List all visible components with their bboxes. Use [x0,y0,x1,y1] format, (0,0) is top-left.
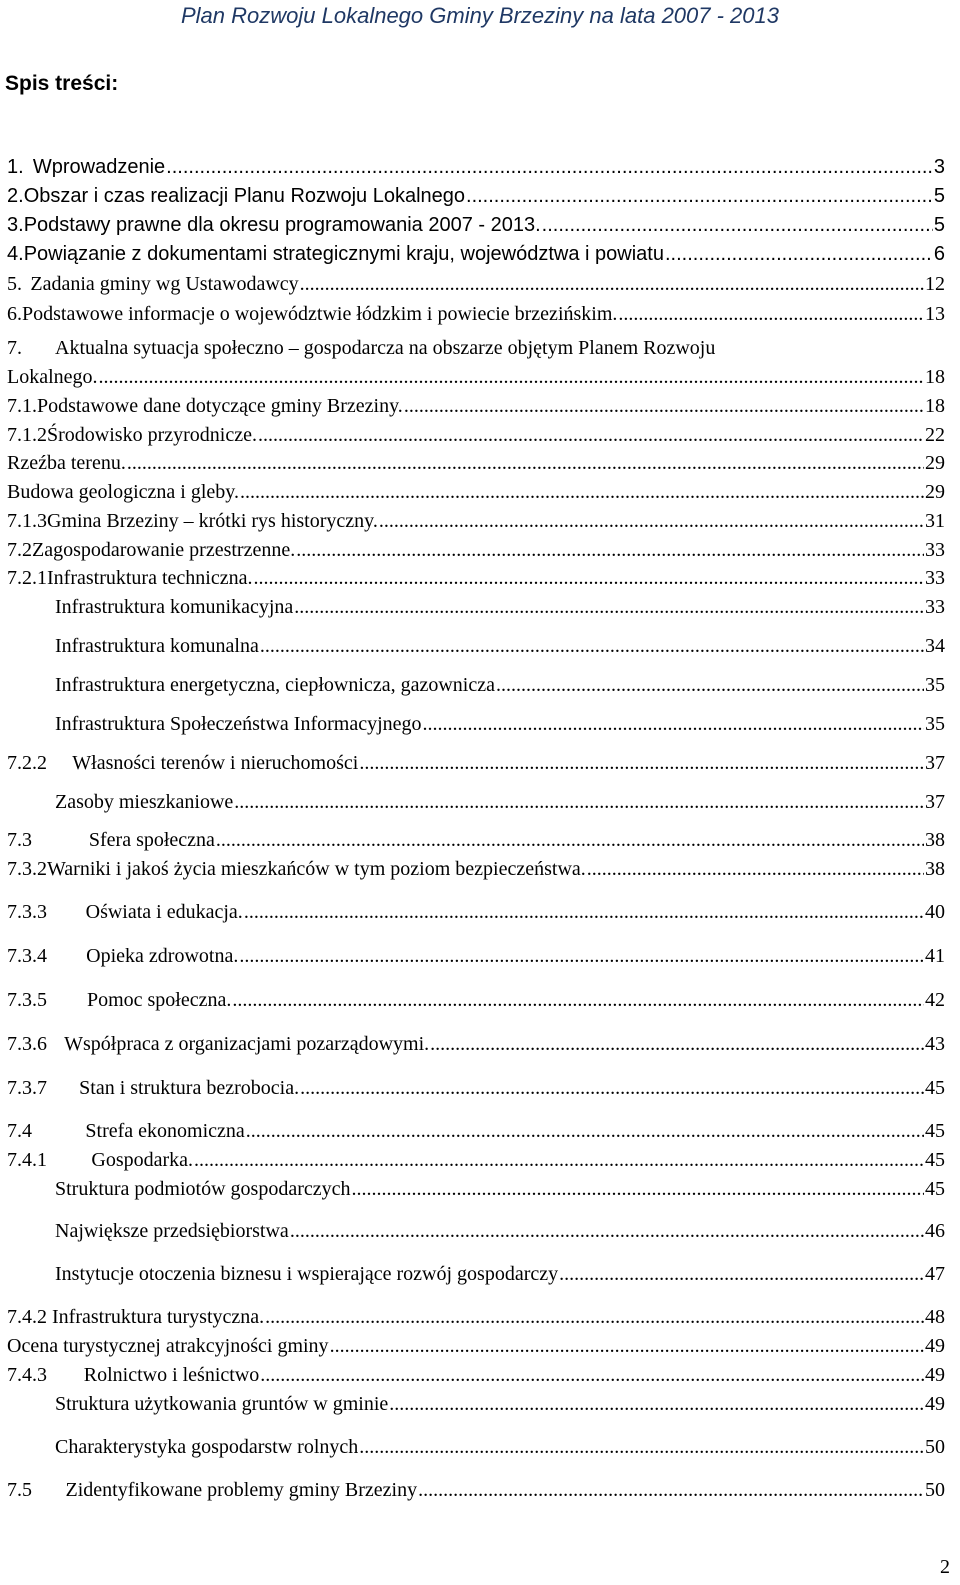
toc-entry-number: 7.3.5 [7,989,47,1011]
page-number: 2 [940,1556,950,1578]
toc-dot-leader [296,538,924,562]
toc-entry-title: Ocena turystycznej atrakcyjności gminy [7,1335,329,1357]
toc-entry-title: Infrastruktura Społeczeństwa Informacyjnego [55,713,422,735]
toc-entry[interactable] [7,944,945,968]
toc-entry[interactable] [7,451,945,475]
running-header: Plan Rozwoju Lokalnego Gminy Brzeziny na lata 2007 - 2013 [180,3,780,28]
toc-entry-page: 50 [925,1479,945,1501]
toc-entry[interactable] [55,1435,945,1459]
toc-entry-page: 49 [925,1393,945,1415]
toc-entry-page: 13 [925,303,945,325]
toc-entry[interactable] [7,242,945,266]
toc-entry[interactable] [7,509,945,533]
toc-entry-number: 5. [7,273,22,295]
toc-entry-title: 7.4.2 Infrastruktura turystyczna. [7,1306,265,1328]
toc-dot-leader [423,712,924,736]
toc-entry-title: Powiązanie z dokumentami strategicznymi kraju, województwa i powiatu [23,243,664,265]
toc-entry-title: Lokalnego. [7,366,98,388]
toc-entry-number: 7.1. [7,395,37,417]
toc-entry-page: 45 [925,1120,945,1142]
toc-entry-title: Zidentyfikowane problemy gminy Brzeziny [65,1479,418,1501]
toc-entry-page: 31 [925,510,945,532]
toc-entry-page: 22 [925,424,945,446]
toc-dot-leader [330,1334,924,1358]
toc-entry-number: 6. [7,303,22,325]
toc-dot-leader [240,480,924,504]
toc-entry-title: Rolnictwo i leśnictwo [83,1364,260,1386]
toc-entry-title: Wprowadzenie [32,156,166,178]
toc-entry-number: 1. [7,156,24,178]
toc-entry-page: 6 [933,243,945,265]
toc-dot-leader [127,451,924,475]
toc-entry-page: 40 [925,901,945,923]
toc-dot-leader [166,155,933,179]
toc-entry-title: Charakterystyka gospodarstw rolnych [55,1436,359,1458]
toc-entry[interactable] [7,213,945,237]
toc-dot-leader [253,566,924,590]
toc-dot-leader [404,394,924,418]
toc-entry-title: Zagospodarowanie przestrzenne. [32,539,296,561]
toc-entry-page: 34 [925,635,945,657]
toc-entry-page: 35 [925,713,945,735]
toc-entry-number: 4. [7,243,24,265]
toc-entry-number: 7.4.1 [7,1149,47,1171]
toc-dot-leader [244,900,924,924]
toc-entry-number: 2. [7,185,24,207]
toc-dot-leader [618,302,924,326]
toc-entry-number: 7. [7,337,22,359]
toc-entry-page: 29 [925,452,945,474]
toc-entry[interactable] [7,155,945,179]
toc-entry-page: 35 [925,674,945,696]
toc-dot-leader [542,213,933,237]
toc-entry-page: 33 [925,596,945,618]
toc-entry-page: 18 [925,395,945,417]
toc-entry-page: 49 [925,1364,945,1386]
toc-dot-leader [234,790,924,814]
toc-entry-number: 7.3.4 [7,945,47,967]
toc-dot-leader [216,828,924,852]
toc-entry-title: Infrastruktura komunikacyjna [55,596,294,618]
toc-dot-leader [352,1177,925,1201]
toc-entry-number: 7.1.3 [7,510,47,532]
toc-entry-title: Strefa ekonomiczna [85,1120,245,1142]
toc-entry-number: 7.3 [7,829,32,851]
toc-entry[interactable] [55,1177,945,1201]
toc-entry-page: 41 [925,945,945,967]
toc-entry[interactable] [7,566,945,590]
toc-dot-leader [294,595,924,619]
toc-entry-page: 33 [925,539,945,561]
toc-entry[interactable] [7,1334,945,1358]
toc-dot-leader [246,1119,924,1143]
toc-entry-title: Infrastruktura komunalna [55,635,259,657]
toc-entry-number: 7.3.7 [7,1077,47,1099]
toc-entry-page: 43 [925,1033,945,1055]
toc-entry-page: 18 [925,366,945,388]
toc-entry-title: Infrastruktura techniczna. [47,567,253,589]
toc-entry[interactable] [7,394,945,418]
toc-entry-page: 49 [925,1335,945,1357]
toc-entry-title: Aktualna sytuacja społeczno – gospodarcza na obszarze objętym Planem Rozwoju [55,337,716,359]
toc-entry[interactable] [7,1119,945,1143]
toc-entry-number: 7.5 [7,1479,32,1501]
toc-entry-title: Oświata i edukacja. [85,901,243,923]
toc-entry-title: Podstawy prawne dla okresu programowania 2007 - 2013. [23,214,541,236]
toc-entry-page: 38 [925,858,945,880]
toc-entry-page: 47 [925,1263,945,1285]
toc-entry[interactable] [7,1076,945,1100]
toc-entry-page: 38 [925,829,945,851]
toc-dot-leader [430,1032,924,1056]
toc-entry-page: 33 [925,567,945,589]
toc-entry-page: 46 [925,1220,945,1242]
toc-entry-page: 5 [933,214,945,236]
toc-entry[interactable] [7,423,945,447]
toc-entry[interactable] [7,365,945,389]
toc-entry[interactable] [7,184,945,208]
toc-entry-page: 45 [925,1178,945,1200]
toc-entry-number: 7.2 [7,539,32,561]
toc-dot-leader [496,673,924,697]
toc-entry-number: 7.3.3 [7,901,47,923]
toc-entry-number: 7.2.2 [7,752,47,774]
toc-entry-title: Gmina Brzeziny – krótki rys historyczny. [47,510,378,532]
toc-dot-leader [379,509,924,533]
toc-dot-leader [265,1305,924,1329]
toc-entry-page: 45 [925,1077,945,1099]
toc-entry[interactable] [7,302,945,326]
toc-dot-leader [300,1076,924,1100]
toc-entry-number: 3. [7,214,24,236]
toc-entry-title: Współpraca z organizacjami pozarządowymi. [64,1033,430,1055]
toc-entry-title: Największe przedsiębiorstwa [55,1220,289,1242]
toc-entry-title: Gospodarka. [91,1149,194,1171]
toc-entry-title: Budowa geologiczna i gleby. [7,481,239,503]
toc-entry[interactable] [7,1148,945,1172]
toc-entry[interactable] [7,857,945,881]
toc-dot-leader [300,272,924,296]
toc-dot-leader [665,242,933,266]
toc-entry[interactable] [7,988,945,1012]
toc-entry[interactable] [7,480,945,504]
toc-entry[interactable] [55,595,945,619]
toc-entry[interactable] [55,634,945,658]
toc-entry-page: 48 [925,1306,945,1328]
toc-entry-title: Podstawowe dane dotyczące gminy Brzeziny. [37,395,403,417]
toc-entry[interactable] [7,336,945,360]
toc-entry-number: 7.4 [7,1120,32,1142]
toc-dot-leader [587,857,924,881]
toc-entry-number: 7.3.6 [7,1033,47,1055]
toc-entry[interactable] [7,1478,945,1502]
toc-entry-title: Zadania gminy wg Ustawodawcy [30,273,299,295]
toc-entry-title: Stan i struktura bezrobocia. [79,1077,300,1099]
toc-entry[interactable] [55,1392,945,1416]
toc-entry-title: Infrastruktura energetyczna, ciepłownicza, gazownicza [55,674,495,696]
toc-entry[interactable] [7,1032,945,1056]
toc-entry-title: Struktura użytkowania gruntów w gminie [55,1393,389,1415]
toc-entry-page: 3 [933,156,945,178]
toc-entry-number: 7.3.2 [7,858,47,880]
toc-entry[interactable] [7,1305,945,1329]
toc-dot-leader [99,365,924,389]
toc-entry-title: Obszar i czas realizacji Planu Rozwoju Lokalnego [23,185,466,207]
toc-dot-leader [418,1478,924,1502]
toc-entry-title: Podstawowe informacje o województwie łódzkim i powiecie brzezińskim. [22,303,618,325]
toc-entry[interactable] [55,712,945,736]
toc-entry[interactable] [7,900,945,924]
toc-dot-leader [258,423,924,447]
toc-dot-leader [290,1219,924,1243]
toc-entry-title: Pomoc społeczna. [86,989,232,1011]
toc-entry[interactable] [55,790,945,814]
toc-entry-title: Własności terenów i nieruchomości [72,752,359,774]
toc-entry[interactable] [55,1219,945,1243]
toc-dot-leader [239,944,924,968]
toc-entry[interactable] [55,1262,945,1286]
toc-dot-leader [559,1262,924,1286]
toc-entry-title: Sfera społeczna [88,829,215,851]
toc-entry-title: Zasoby mieszkaniowe [55,791,234,813]
toc-entry-title: Warniki i jakoś życia mieszkańców w tym poziom bezpieczeństwa. [47,858,586,880]
toc-entry-page: 37 [925,752,945,774]
toc-entry-title: Środowisko przyrodnicze. [47,424,257,446]
toc-entry-page: 45 [925,1149,945,1171]
toc-entry-page: 37 [925,791,945,813]
toc-dot-leader [232,988,924,1012]
toc-entry[interactable] [55,673,945,697]
toc-entry-number: 7.4.3 [7,1364,47,1386]
toc-dot-leader [359,751,924,775]
toc-entry-page: 50 [925,1436,945,1458]
toc-entry-page: 5 [933,185,945,207]
toc-entry[interactable] [7,828,945,852]
toc-entry-page: 42 [925,989,945,1011]
toc-dot-leader [260,1363,924,1387]
toc-entry-title: Instytucje otoczenia biznesu i wspierające rozwój gospodarczy [55,1263,559,1285]
toc-entry-number: 7.2.1 [7,567,47,589]
toc-dot-leader [359,1435,924,1459]
toc-entry-page: 29 [925,481,945,503]
toc-entry-title: Rzeźba terenu. [7,452,126,474]
toc-entry[interactable] [7,538,945,562]
toc-entry[interactable] [7,1363,945,1387]
toc-title: Spis treści: [5,72,119,95]
toc-entry[interactable] [7,272,945,296]
toc-dot-leader [466,184,933,208]
toc-dot-leader [389,1392,924,1416]
toc-entry[interactable] [7,751,945,775]
toc-entry-page: 12 [925,273,945,295]
toc-entry-title: Struktura podmiotów gospodarczych [55,1178,351,1200]
toc-dot-leader [194,1148,924,1172]
toc-entry-number: 7.1.2 [7,424,47,446]
toc-entry-title: Opieka zdrowotna. [86,945,239,967]
toc-dot-leader [260,634,924,658]
